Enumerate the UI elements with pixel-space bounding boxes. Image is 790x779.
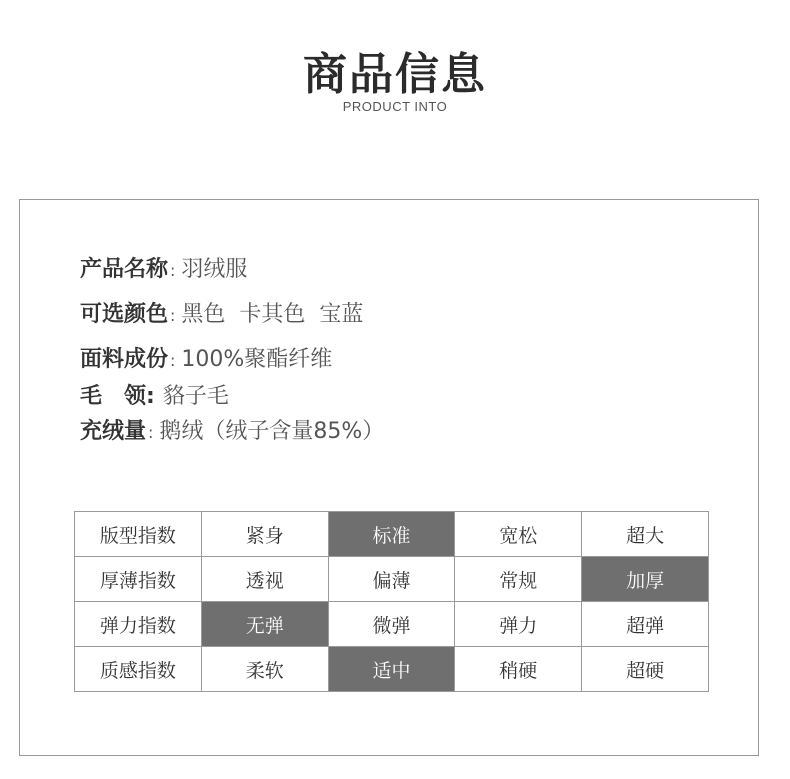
spec-row bbox=[75, 602, 709, 647]
spec-option: 超硬 bbox=[582, 647, 709, 692]
spec-option: 稍硬 bbox=[455, 647, 582, 692]
page-subtitle: PRODUCT INTO bbox=[342, 99, 448, 114]
spec-option: 柔软 bbox=[201, 647, 328, 692]
info-separator: : bbox=[148, 423, 154, 442]
spec-row-label: 弹力指数 bbox=[75, 602, 202, 647]
spec-option: 偏薄 bbox=[328, 557, 455, 602]
spec-row-label: 版型指数 bbox=[75, 512, 202, 557]
spec-option: 超大 bbox=[582, 512, 709, 557]
info-row-fabric bbox=[80, 342, 332, 373]
spec-row bbox=[75, 647, 709, 692]
spec-option-selected: 无弹 bbox=[201, 602, 328, 647]
info-label: 面料成份 bbox=[80, 347, 169, 372]
info-separator: : bbox=[170, 306, 176, 325]
info-row-colors bbox=[80, 297, 363, 328]
info-value: 黑色 卡其色 宝蓝 bbox=[181, 302, 364, 327]
spec-option: 超弹 bbox=[582, 602, 709, 647]
info-separator: : bbox=[170, 351, 176, 370]
info-row-product-name bbox=[80, 252, 247, 283]
spec-option: 常规 bbox=[455, 557, 582, 602]
info-value: 100%聚酯纤维 bbox=[181, 347, 333, 372]
spec-row bbox=[75, 512, 709, 557]
spec-option: 透视 bbox=[201, 557, 328, 602]
page-title: 商品信息 bbox=[303, 49, 487, 100]
spec-row bbox=[75, 557, 709, 602]
spec-row-label: 厚薄指数 bbox=[75, 557, 202, 602]
spec-option: 微弹 bbox=[328, 602, 455, 647]
spec-option-selected: 标准 bbox=[328, 512, 455, 557]
spec-row-label: 质感指数 bbox=[75, 647, 202, 692]
spec-option: 弹力 bbox=[455, 602, 582, 647]
info-value: 貉子毛 bbox=[162, 384, 229, 409]
info-value: 羽绒服 bbox=[181, 257, 248, 282]
info-label: 可选颜色 bbox=[80, 302, 169, 327]
info-label: 毛 领: bbox=[80, 384, 155, 409]
info-label: 充绒量 bbox=[80, 419, 147, 444]
spec-index-table bbox=[74, 511, 709, 692]
info-separator: : bbox=[170, 261, 176, 280]
info-label: 产品名称 bbox=[80, 257, 169, 282]
spec-option-selected: 适中 bbox=[328, 647, 455, 692]
spec-option: 紧身 bbox=[201, 512, 328, 557]
spec-option: 宽松 bbox=[455, 512, 582, 557]
spec-option-selected: 加厚 bbox=[582, 557, 709, 602]
info-row-filling bbox=[80, 414, 384, 445]
info-row-collar bbox=[80, 379, 229, 410]
info-value: 鹅绒（绒子含量85%） bbox=[159, 419, 385, 444]
